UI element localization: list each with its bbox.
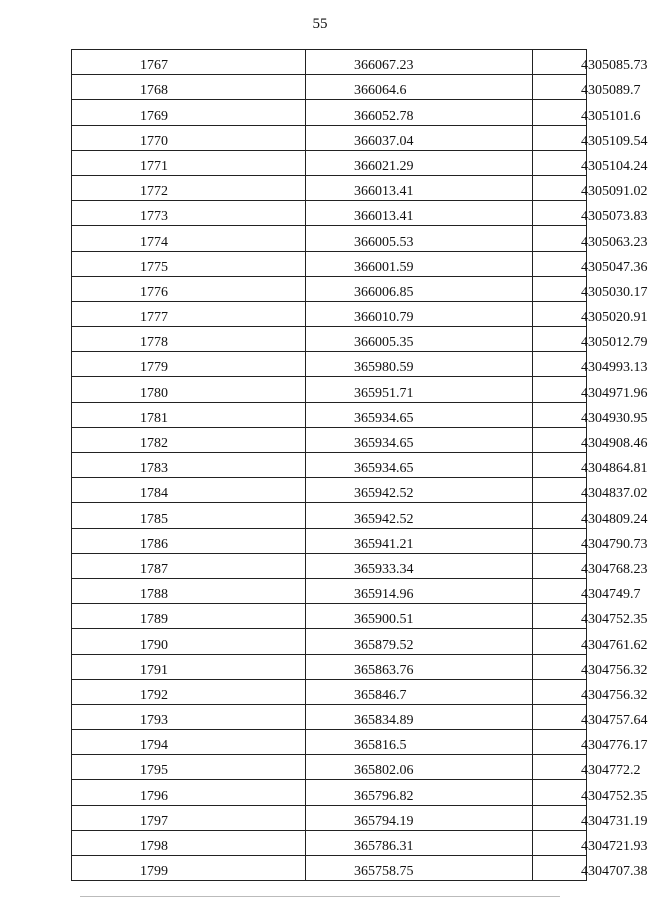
x-coordinate-cell: 365794.19	[306, 805, 533, 830]
table-row	[72, 604, 587, 629]
point-id-cell: 1770	[72, 125, 306, 150]
table-row	[72, 301, 587, 326]
y-coordinate-cell: 4304749.7	[533, 578, 587, 603]
y-coordinate-cell: 4305073.83	[533, 201, 587, 226]
table-row	[72, 352, 587, 377]
y-coordinate-cell: 4304752.35	[533, 604, 587, 629]
x-coordinate-cell: 366067.23	[306, 50, 533, 75]
x-coordinate-cell: 365796.82	[306, 780, 533, 805]
x-coordinate-cell: 366021.29	[306, 150, 533, 175]
table-row	[72, 75, 587, 100]
table-row	[72, 830, 587, 855]
table-row	[72, 553, 587, 578]
x-coordinate-cell: 366006.85	[306, 276, 533, 301]
point-id-cell: 1790	[72, 629, 306, 654]
point-id-cell: 1769	[72, 100, 306, 125]
table-row	[72, 528, 587, 553]
y-coordinate-cell: 4304864.81	[533, 453, 587, 478]
x-coordinate-cell: 365863.76	[306, 654, 533, 679]
y-coordinate-cell: 4304908.46	[533, 427, 587, 452]
y-coordinate-cell: 4305063.23	[533, 226, 587, 251]
table-row	[72, 150, 587, 175]
point-id-cell: 1789	[72, 604, 306, 629]
table-row	[72, 453, 587, 478]
table-row	[72, 427, 587, 452]
point-id-cell: 1783	[72, 453, 306, 478]
x-coordinate-cell: 366052.78	[306, 100, 533, 125]
table-row	[72, 478, 587, 503]
y-coordinate-cell: 4304752.35	[533, 780, 587, 805]
table-row	[72, 755, 587, 780]
table-row	[72, 175, 587, 200]
y-coordinate-cell: 4304772.2	[533, 755, 587, 780]
x-coordinate-cell: 365900.51	[306, 604, 533, 629]
x-coordinate-cell: 365914.96	[306, 578, 533, 603]
point-id-cell: 1784	[72, 478, 306, 503]
y-coordinate-cell: 4304757.64	[533, 704, 587, 729]
x-coordinate-cell: 365951.71	[306, 377, 533, 402]
point-id-cell: 1795	[72, 755, 306, 780]
table-row	[72, 629, 587, 654]
y-coordinate-cell: 4305020.91	[533, 301, 587, 326]
page-number: 55	[312, 16, 328, 32]
table-row	[72, 780, 587, 805]
x-coordinate-cell: 365816.5	[306, 730, 533, 755]
y-coordinate-cell: 4304930.95	[533, 402, 587, 427]
table-row	[72, 578, 587, 603]
point-id-cell: 1780	[72, 377, 306, 402]
y-coordinate-cell: 4304721.93	[533, 830, 587, 855]
point-id-cell: 1778	[72, 327, 306, 352]
coordinate-table-body	[72, 50, 648, 881]
y-coordinate-cell: 4304756.32	[533, 654, 587, 679]
point-id-cell: 1768	[72, 75, 306, 100]
x-coordinate-cell: 365980.59	[306, 352, 533, 377]
x-coordinate-cell: 366037.04	[306, 125, 533, 150]
y-coordinate-cell: 4305030.17	[533, 276, 587, 301]
x-coordinate-cell: 365942.52	[306, 503, 533, 528]
table-row	[72, 377, 587, 402]
point-id-cell: 1798	[72, 830, 306, 855]
x-coordinate-cell: 366005.35	[306, 327, 533, 352]
point-id-cell: 1797	[72, 805, 306, 830]
point-id-cell: 1792	[72, 679, 306, 704]
x-coordinate-cell: 365846.7	[306, 679, 533, 704]
point-id-cell: 1785	[72, 503, 306, 528]
y-coordinate-cell: 4304761.62	[533, 629, 587, 654]
y-coordinate-cell: 4304809.24	[533, 503, 587, 528]
x-coordinate-cell: 366064.6	[306, 75, 533, 100]
point-id-cell: 1794	[72, 730, 306, 755]
x-coordinate-cell: 366005.53	[306, 226, 533, 251]
y-coordinate-cell: 4304776.17	[533, 730, 587, 755]
point-id-cell: 1774	[72, 226, 306, 251]
table-row	[72, 704, 587, 729]
table-row	[72, 327, 587, 352]
table-row	[72, 125, 587, 150]
point-id-cell: 1775	[72, 251, 306, 276]
y-coordinate-cell: 4305091.02	[533, 175, 587, 200]
table-row	[72, 654, 587, 679]
x-coordinate-cell: 366013.41	[306, 175, 533, 200]
x-coordinate-cell: 365934.65	[306, 427, 533, 452]
x-coordinate-cell: 366001.59	[306, 251, 533, 276]
table-row	[72, 100, 587, 125]
y-coordinate-cell: 4305101.6	[533, 100, 587, 125]
x-coordinate-cell: 366013.41	[306, 201, 533, 226]
table-row	[72, 856, 587, 881]
y-coordinate-cell: 4305109.54	[533, 125, 587, 150]
y-coordinate-cell: 4304707.38	[533, 856, 587, 881]
y-coordinate-cell: 4304790.73	[533, 528, 587, 553]
y-coordinate-cell: 4304993.13	[533, 352, 587, 377]
coordinate-table	[71, 49, 648, 881]
x-coordinate-cell: 366010.79	[306, 301, 533, 326]
table-row	[72, 679, 587, 704]
table-row	[72, 276, 587, 301]
x-coordinate-cell: 365933.34	[306, 553, 533, 578]
point-id-cell: 1787	[72, 553, 306, 578]
y-coordinate-cell: 4304971.96	[533, 377, 587, 402]
y-coordinate-cell: 4304731.19	[533, 805, 587, 830]
y-coordinate-cell: 4305047.36	[533, 251, 587, 276]
scan-edge-line	[80, 896, 560, 897]
point-id-cell: 1788	[72, 578, 306, 603]
x-coordinate-cell: 365879.52	[306, 629, 533, 654]
x-coordinate-cell: 365802.06	[306, 755, 533, 780]
point-id-cell: 1771	[72, 150, 306, 175]
y-coordinate-cell: 4305104.24	[533, 150, 587, 175]
point-id-cell: 1776	[72, 276, 306, 301]
table-row	[72, 50, 587, 75]
point-id-cell: 1777	[72, 301, 306, 326]
point-id-cell: 1773	[72, 201, 306, 226]
point-id-cell: 1793	[72, 704, 306, 729]
point-id-cell: 1791	[72, 654, 306, 679]
point-id-cell: 1786	[72, 528, 306, 553]
point-id-cell: 1767	[72, 50, 306, 75]
x-coordinate-cell: 365942.52	[306, 478, 533, 503]
y-coordinate-cell: 4305089.7	[533, 75, 587, 100]
y-coordinate-cell: 4304768.23	[533, 553, 587, 578]
point-id-cell: 1779	[72, 352, 306, 377]
table-row	[72, 226, 587, 251]
x-coordinate-cell: 365758.75	[306, 856, 533, 881]
x-coordinate-cell: 365834.89	[306, 704, 533, 729]
table-row	[72, 402, 587, 427]
point-id-cell: 1796	[72, 780, 306, 805]
y-coordinate-cell: 4304837.02	[533, 478, 587, 503]
x-coordinate-cell: 365941.21	[306, 528, 533, 553]
x-coordinate-cell: 365786.31	[306, 830, 533, 855]
y-coordinate-cell: 4305085.73	[533, 50, 587, 75]
table-row	[72, 201, 587, 226]
x-coordinate-cell: 365934.65	[306, 453, 533, 478]
point-id-cell: 1782	[72, 427, 306, 452]
y-coordinate-cell: 4304756.32	[533, 679, 587, 704]
point-id-cell: 1772	[72, 175, 306, 200]
point-id-cell: 1799	[72, 856, 306, 881]
point-id-cell: 1781	[72, 402, 306, 427]
table-row	[72, 730, 587, 755]
table-row	[72, 503, 587, 528]
table-row	[72, 805, 587, 830]
y-coordinate-cell: 4305012.79	[533, 327, 587, 352]
x-coordinate-cell: 365934.65	[306, 402, 533, 427]
table-row	[72, 251, 587, 276]
